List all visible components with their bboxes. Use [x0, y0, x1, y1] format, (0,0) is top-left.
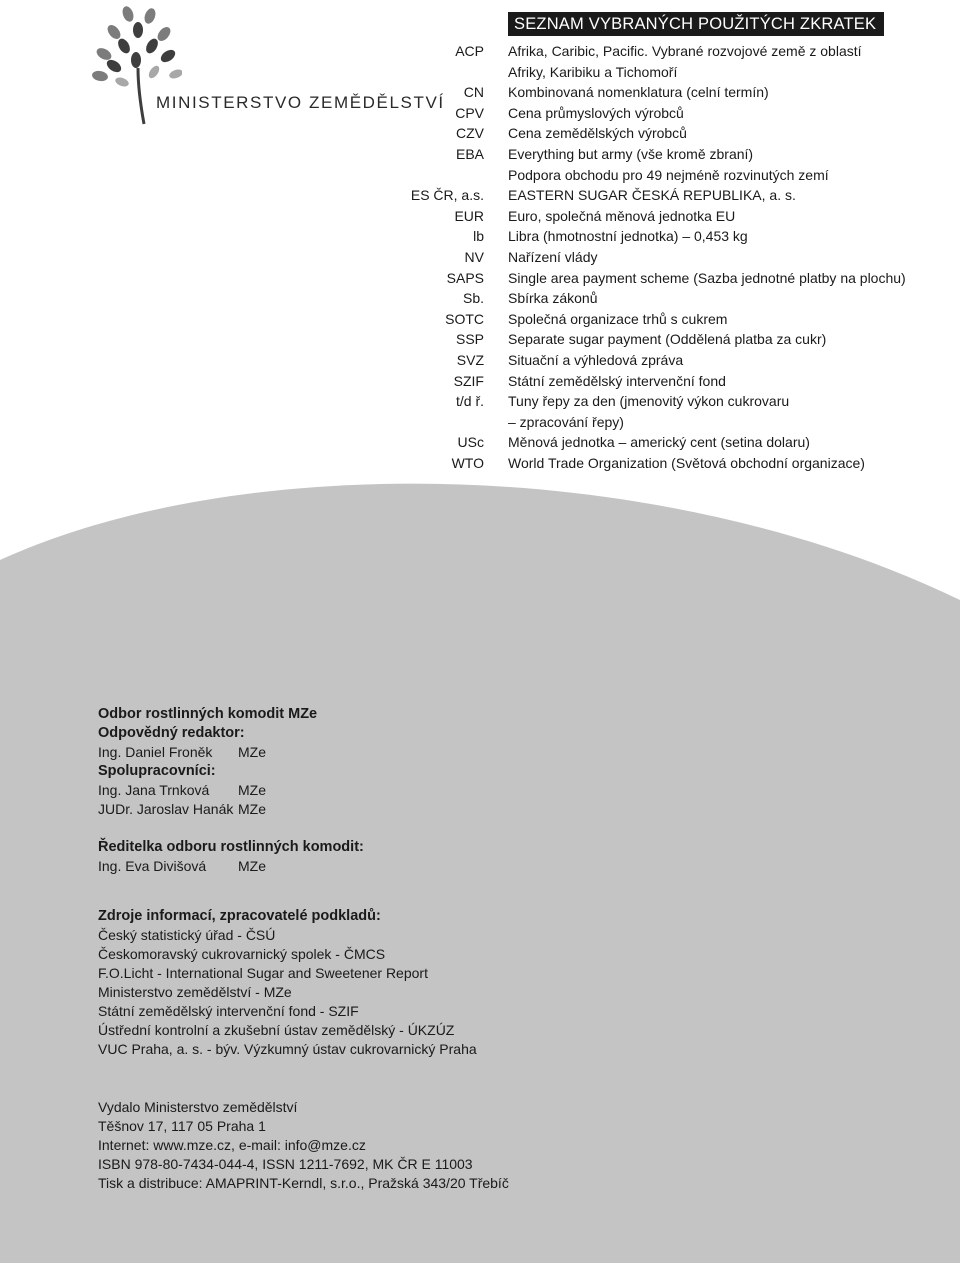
collaborator-name: Ing. Jana Trnková — [98, 782, 210, 798]
ministry-logo — [92, 2, 445, 130]
sources-label: Zdroje informací, zpracovatelé podkladů: — [98, 908, 381, 924]
department-title: Odbor rostlinných komodit MZe — [98, 706, 318, 722]
source-item: F.O.Licht - International Sugar and Sweetener Report — [98, 965, 428, 981]
abbreviation-meaning: Single area payment scheme (Sazba jednotné platby na plochu) — [508, 269, 906, 286]
abbreviation-meaning: World Trade Organization (Světová obchodní organizace) — [508, 454, 865, 471]
abbreviation-row — [380, 268, 920, 289]
collaborator-row — [98, 781, 398, 800]
logo-text: MINISTERSTVO ZEMĚDĚLSTVÍ — [156, 93, 445, 112]
abbreviation-row — [380, 103, 920, 124]
director-org: MZe — [238, 858, 266, 874]
editor-label: Odpovědný redaktor: — [98, 725, 245, 741]
abbreviation-meaning: Cena průmyslových výrobců — [508, 104, 684, 121]
abbreviation-key: ACP — [455, 43, 484, 59]
director-row — [98, 857, 398, 876]
abbreviation-row — [380, 206, 920, 227]
abbreviation-meaning: Separate sugar payment (Oddělená platba za cukr) — [508, 331, 827, 348]
abbreviation-row — [380, 62, 920, 83]
abbreviation-key: ES ČR, a.s. — [410, 187, 484, 204]
director-label: Ředitelka odboru rostlinných komodit: — [98, 839, 364, 855]
abbreviation-meaning: Společná organizace trhů s cukrem — [508, 310, 728, 327]
publisher-contact: Internet: www.mze.cz, e-mail: info@mze.cz — [98, 1137, 366, 1153]
abbreviation-key: EUR — [454, 207, 484, 224]
abbreviation-row — [380, 144, 920, 165]
abbreviation-meaning: Kombinovaná nomenklatura (celní termín) — [508, 84, 769, 101]
abbreviation-meaning: Měnová jednotka – americký cent (setina dolaru) — [508, 434, 810, 451]
abbreviation-key: SSP — [455, 331, 484, 348]
abbreviation-key: CPV — [455, 104, 484, 121]
abbreviation-row — [380, 165, 920, 186]
abbreviation-key: WTO — [451, 454, 484, 471]
abbreviation-meaning: EASTERN SUGAR ČESKÁ REPUBLIKA, a. s. — [508, 187, 796, 204]
editor-row — [98, 743, 398, 762]
abbreviation-row — [380, 41, 920, 62]
abbreviations-title: SEZNAM VYBRANÝCH POUŽITÝCH ZKRATEK — [508, 12, 884, 36]
abbreviation-meaning: Cena zemědělských výrobců — [508, 125, 687, 142]
source-item: Český statistický úřad - ČSÚ — [98, 927, 276, 943]
abbreviation-key: SZIF — [453, 372, 484, 389]
abbreviation-key: USc — [457, 434, 484, 451]
abbreviation-row — [380, 432, 920, 453]
collaborators-label: Spolupracovníci: — [98, 763, 216, 779]
collaborator-row — [98, 800, 398, 819]
abbreviation-row — [380, 391, 920, 412]
abbreviation-key: CN — [463, 84, 484, 101]
abbreviation-key: t/d ř. — [455, 393, 484, 410]
source-item: Českomoravský cukrovarnický spolek - ČMCS — [98, 946, 386, 962]
abbreviation-key: EBA — [455, 145, 484, 162]
abbreviation-key: lb — [473, 228, 484, 245]
abbreviations-list — [380, 41, 920, 473]
abbreviation-key: NV — [464, 248, 484, 265]
abbreviation-row — [380, 350, 920, 371]
abbreviation-row — [380, 247, 920, 268]
abbreviation-meaning: Tuny řepy za den (jmenovitý výkon cukrovaru — [508, 393, 790, 410]
publisher-distribution: Tisk a distribuce: AMAPRINT-Kerndl, s.r.o., Pražská 343/20 Třebíč — [98, 1175, 509, 1191]
abbreviation-key: SOTC — [445, 310, 484, 327]
abbreviation-key: SVZ — [456, 351, 484, 368]
abbreviation-meaning: Situační a výhledová zpráva — [508, 351, 684, 368]
source-item: Státní zemědělský intervenční fond - SZIF — [98, 1003, 359, 1019]
abbreviation-meaning: Afriky, Karibiku a Tichomoří — [508, 63, 678, 80]
abbreviation-meaning: Státní zemědělský intervenční fond — [508, 372, 726, 389]
abbreviation-meaning: – zpracování řepy) — [508, 413, 624, 430]
abbreviation-row — [380, 288, 920, 309]
collaborator-org: MZe — [238, 782, 266, 798]
editor-org: MZe — [238, 744, 266, 760]
abbreviation-meaning: Euro, společná měnová jednotka EU — [508, 207, 736, 224]
abbreviation-meaning: Podpora obchodu pro 49 nejméně rozvinutých zemí — [508, 166, 829, 183]
abbreviation-row — [380, 82, 920, 103]
abbreviation-meaning: Sbírka zákonů — [508, 290, 598, 307]
abbreviation-key: SAPS — [446, 269, 484, 286]
abbreviation-meaning: Libra (hmotnostní jednotka) – 0,453 kg — [508, 228, 748, 245]
abbreviation-row — [380, 123, 920, 144]
source-item: VUC Praha, a. s. - býv. Výzkumný ústav cukrovarnický Praha — [98, 1041, 477, 1057]
abbreviation-row — [380, 309, 920, 330]
abbreviation-row — [380, 185, 920, 206]
collaborator-org: MZe — [238, 801, 266, 817]
abbreviation-key: CZV — [456, 125, 484, 142]
abbreviation-row — [380, 371, 920, 392]
abbreviation-meaning: Afrika, Caribic, Pacific. Vybrané rozvojové země z oblastí — [508, 43, 862, 59]
source-item: Ústřední kontrolní a zkušební ústav zemědělský - ÚKZÚZ — [98, 1022, 455, 1038]
abbreviation-row — [380, 329, 920, 350]
abbreviation-row — [380, 412, 920, 433]
abbreviation-meaning: Everything but army (vše kromě zbraní) — [508, 145, 754, 162]
editor-name: Ing. Daniel Froněk — [98, 744, 213, 760]
abbreviation-row — [380, 453, 920, 474]
publisher-isbn: ISBN 978-80-7434-044-4, ISSN 1211-7692, MK ČR E 11003 — [98, 1156, 473, 1172]
source-item: Ministerstvo zemědělství - MZe — [98, 984, 292, 1000]
abbreviation-meaning: Nařízení vlády — [508, 248, 598, 265]
collaborator-name: JUDr. Jaroslav Hanák — [98, 801, 234, 817]
abbreviation-row — [380, 226, 920, 247]
publisher-address: Těšnov 17, 117 05 Praha 1 — [98, 1118, 266, 1134]
director-name: Ing. Eva Divišová — [98, 858, 207, 874]
abbreviation-key: Sb. — [462, 290, 484, 307]
publisher-line: Vydalo Ministerstvo zemědělství — [98, 1099, 298, 1115]
